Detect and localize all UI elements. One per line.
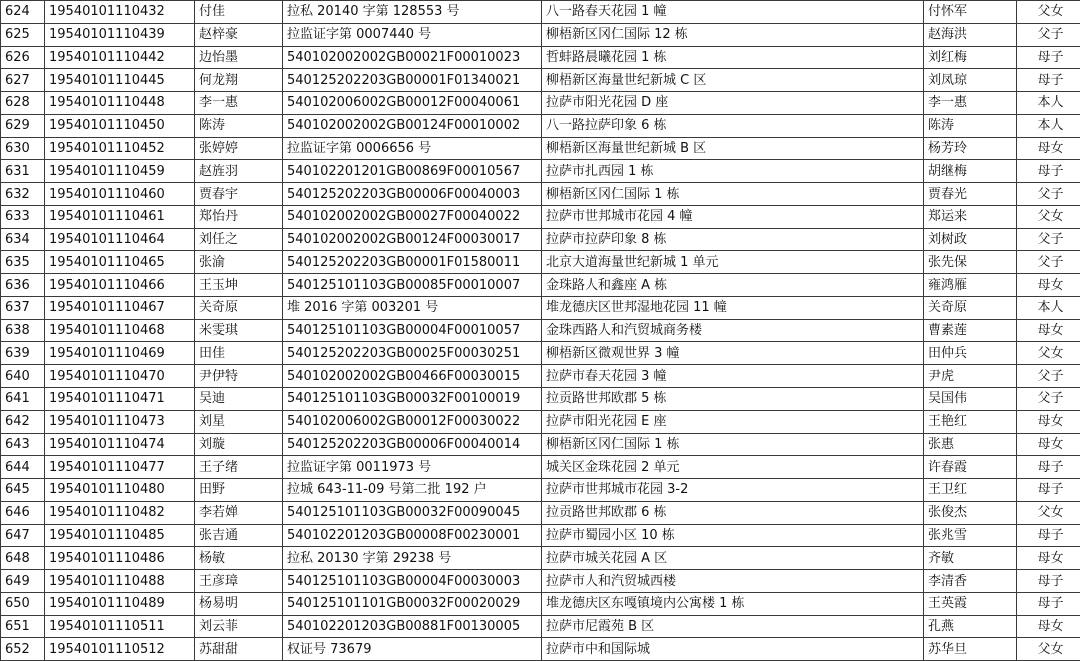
cell-name: 米雯琪 (195, 319, 283, 342)
cell-id: 19540101110464 (45, 228, 195, 251)
cell-address: 拉萨市扎西园 1 栋 (542, 160, 924, 183)
cell-seq: 624 (1, 1, 45, 24)
cell-owner: 王艳红 (924, 410, 1017, 433)
table-row (1, 46, 1080, 69)
cell-certificate: 拉监证字第 0007440 号 (283, 23, 542, 46)
table-body (1, 1, 1080, 661)
cell-address: 八一路拉萨印象 6 栋 (542, 114, 924, 137)
table-row (1, 274, 1080, 297)
cell-seq: 626 (1, 46, 45, 69)
cell-relation: 本人 (1017, 296, 1080, 319)
cell-id: 19540101110466 (45, 274, 195, 297)
cell-relation: 母子 (1017, 524, 1080, 547)
cell-owner: 张先保 (924, 251, 1017, 274)
cell-name: 田野 (195, 479, 283, 502)
cell-seq: 642 (1, 410, 45, 433)
cell-name: 赵旌羽 (195, 160, 283, 183)
cell-owner: 赵海洪 (924, 23, 1017, 46)
cell-id: 19540101110461 (45, 205, 195, 228)
cell-relation: 父女 (1017, 205, 1080, 228)
cell-id: 19540101110486 (45, 547, 195, 570)
cell-relation: 母子 (1017, 46, 1080, 69)
cell-certificate: 540125202203GB00006F00040003 (283, 183, 542, 206)
cell-seq: 628 (1, 92, 45, 115)
cell-id: 19540101110442 (45, 46, 195, 69)
cell-name: 郑怡丹 (195, 205, 283, 228)
cell-id: 19540101110467 (45, 296, 195, 319)
cell-seq: 643 (1, 433, 45, 456)
cell-certificate: 540102201203GB00881F00130005 (283, 615, 542, 638)
table-row (1, 137, 1080, 160)
cell-owner: 苏华旦 (924, 638, 1017, 661)
table-row (1, 205, 1080, 228)
table-row (1, 1, 1080, 24)
cell-name: 刘云菲 (195, 615, 283, 638)
cell-seq: 634 (1, 228, 45, 251)
table-row (1, 479, 1080, 502)
table-row (1, 319, 1080, 342)
cell-name: 刘任之 (195, 228, 283, 251)
cell-address: 堆龙德庆区东嘎镇境内公寓楼 1 栋 (542, 592, 924, 615)
cell-address: 拉萨市尼霞苑 B 区 (542, 615, 924, 638)
cell-owner: 张俊杰 (924, 501, 1017, 524)
cell-relation: 父子 (1017, 23, 1080, 46)
table-row (1, 501, 1080, 524)
cell-certificate: 拉监证字第 0006656 号 (283, 137, 542, 160)
cell-seq: 630 (1, 137, 45, 160)
cell-name: 赵梓豪 (195, 23, 283, 46)
cell-certificate: 540125101103GB00032F00090045 (283, 501, 542, 524)
table-row (1, 69, 1080, 92)
cell-owner: 贾春光 (924, 183, 1017, 206)
cell-certificate: 540102002002GB00124F00010002 (283, 114, 542, 137)
cell-seq: 633 (1, 205, 45, 228)
cell-address: 拉贡路世邦欧郡 6 栋 (542, 501, 924, 524)
cell-seq: 629 (1, 114, 45, 137)
cell-name: 王彦璋 (195, 570, 283, 593)
cell-seq: 644 (1, 456, 45, 479)
cell-owner: 胡继梅 (924, 160, 1017, 183)
cell-relation: 父子 (1017, 183, 1080, 206)
cell-relation: 父女 (1017, 1, 1080, 24)
cell-relation: 母女 (1017, 615, 1080, 638)
cell-owner: 付怀军 (924, 1, 1017, 24)
cell-id: 19540101110469 (45, 342, 195, 365)
cell-certificate: 拉城 643-11-09 号第二批 192 户 (283, 479, 542, 502)
table-row (1, 251, 1080, 274)
cell-address: 北京大道海量世纪新城 1 单元 (542, 251, 924, 274)
cell-certificate: 540102002002GB00124F00030017 (283, 228, 542, 251)
cell-id: 19540101110512 (45, 638, 195, 661)
cell-seq: 641 (1, 388, 45, 411)
cell-seq: 639 (1, 342, 45, 365)
cell-id: 19540101110448 (45, 92, 195, 115)
cell-name: 田佳 (195, 342, 283, 365)
cell-certificate: 540125202203GB00025F00030251 (283, 342, 542, 365)
cell-seq: 631 (1, 160, 45, 183)
cell-certificate: 权证号 73679 (283, 638, 542, 661)
cell-certificate: 拉私 20130 字第 29238 号 (283, 547, 542, 570)
cell-name: 何龙翔 (195, 69, 283, 92)
cell-owner: 王卫红 (924, 479, 1017, 502)
cell-name: 苏甜甜 (195, 638, 283, 661)
cell-address: 拉萨市人和汽贸城西楼 (542, 570, 924, 593)
table-row (1, 456, 1080, 479)
cell-name: 张吉通 (195, 524, 283, 547)
cell-id: 19540101110474 (45, 433, 195, 456)
cell-owner: 许春霞 (924, 456, 1017, 479)
cell-name: 王玉坤 (195, 274, 283, 297)
cell-address: 拉萨市世邦城市花园 4 幢 (542, 205, 924, 228)
table-row (1, 23, 1080, 46)
cell-certificate: 540102002002GB00021F00010023 (283, 46, 542, 69)
cell-certificate: 540102201203GB00008F00230001 (283, 524, 542, 547)
cell-address: 拉萨市春天花园 3 幢 (542, 365, 924, 388)
cell-seq: 651 (1, 615, 45, 638)
cell-owner: 田仲兵 (924, 342, 1017, 365)
table-row (1, 160, 1080, 183)
table-row (1, 296, 1080, 319)
cell-seq: 647 (1, 524, 45, 547)
cell-address: 柳梧新区冈仁国际 12 栋 (542, 23, 924, 46)
cell-certificate: 540102201201GB00869F00010567 (283, 160, 542, 183)
cell-certificate: 540102006002GB00012F00030022 (283, 410, 542, 433)
cell-owner: 李一惠 (924, 92, 1017, 115)
cell-owner: 雍鸿雁 (924, 274, 1017, 297)
table-row (1, 228, 1080, 251)
table-row (1, 183, 1080, 206)
cell-id: 19540101110485 (45, 524, 195, 547)
table-row (1, 592, 1080, 615)
table-row (1, 570, 1080, 593)
cell-certificate: 540102006002GB00012F00040061 (283, 92, 542, 115)
cell-id: 19540101110482 (45, 501, 195, 524)
cell-owner: 郑运来 (924, 205, 1017, 228)
cell-id: 19540101110465 (45, 251, 195, 274)
cell-name: 杨易明 (195, 592, 283, 615)
cell-address: 哲蚌路晨曦花园 1 栋 (542, 46, 924, 69)
cell-certificate: 540125101103GB00032F00100019 (283, 388, 542, 411)
table-row (1, 547, 1080, 570)
cell-address: 柳梧新区海量世纪新城 C 区 (542, 69, 924, 92)
cell-relation: 母子 (1017, 570, 1080, 593)
cell-name: 刘星 (195, 410, 283, 433)
cell-seq: 632 (1, 183, 45, 206)
cell-relation: 母女 (1017, 547, 1080, 570)
cell-seq: 649 (1, 570, 45, 593)
table-row (1, 342, 1080, 365)
cell-certificate: 540125101103GB00085F00010007 (283, 274, 542, 297)
cell-owner: 杨芳玲 (924, 137, 1017, 160)
cell-id: 19540101110439 (45, 23, 195, 46)
cell-name: 陈涛 (195, 114, 283, 137)
cell-relation: 母子 (1017, 592, 1080, 615)
cell-relation: 母女 (1017, 319, 1080, 342)
cell-name: 贾春宇 (195, 183, 283, 206)
cell-owner: 陈涛 (924, 114, 1017, 137)
cell-certificate: 堆 2016 字第 003201 号 (283, 296, 542, 319)
cell-relation: 母子 (1017, 69, 1080, 92)
cell-certificate: 540102002002GB00466F00030015 (283, 365, 542, 388)
cell-address: 堆龙德庆区世邦湿地花园 11 幢 (542, 296, 924, 319)
cell-certificate: 540125101103GB00004F00010057 (283, 319, 542, 342)
cell-certificate: 拉监证字第 0011973 号 (283, 456, 542, 479)
cell-owner: 张兆雪 (924, 524, 1017, 547)
cell-address: 拉萨市蜀园小区 10 栋 (542, 524, 924, 547)
cell-address: 柳梧新区海量世纪新城 B 区 (542, 137, 924, 160)
cell-certificate: 540102002002GB00027F00040022 (283, 205, 542, 228)
cell-id: 19540101110452 (45, 137, 195, 160)
cell-address: 柳梧新区冈仁国际 1 栋 (542, 433, 924, 456)
cell-relation: 本人 (1017, 92, 1080, 115)
cell-relation: 母女 (1017, 410, 1080, 433)
cell-id: 19540101110432 (45, 1, 195, 24)
cell-relation: 母子 (1017, 479, 1080, 502)
cell-name: 王子绪 (195, 456, 283, 479)
table-row (1, 92, 1080, 115)
cell-name: 关奇原 (195, 296, 283, 319)
cell-owner: 齐敏 (924, 547, 1017, 570)
cell-relation: 母子 (1017, 160, 1080, 183)
cell-id: 19540101110471 (45, 388, 195, 411)
cell-name: 李一惠 (195, 92, 283, 115)
cell-address: 八一路春天花园 1 幢 (542, 1, 924, 24)
cell-address: 拉萨市城关花园 A 区 (542, 547, 924, 570)
cell-relation: 父子 (1017, 388, 1080, 411)
cell-address: 拉萨市拉萨印象 8 栋 (542, 228, 924, 251)
cell-owner: 曹素莲 (924, 319, 1017, 342)
cell-certificate: 540125202203GB00006F00040014 (283, 433, 542, 456)
cell-owner: 王英霞 (924, 592, 1017, 615)
cell-seq: 648 (1, 547, 45, 570)
cell-certificate: 540125101103GB00004F00030003 (283, 570, 542, 593)
cell-owner: 孔燕 (924, 615, 1017, 638)
cell-address: 城关区金珠花园 2 单元 (542, 456, 924, 479)
cell-id: 19540101110473 (45, 410, 195, 433)
cell-id: 19540101110511 (45, 615, 195, 638)
cell-seq: 635 (1, 251, 45, 274)
cell-seq: 627 (1, 69, 45, 92)
cell-address: 拉贡路世邦欧郡 5 栋 (542, 388, 924, 411)
cell-relation: 父子 (1017, 251, 1080, 274)
cell-address: 金珠西路人和汽贸城商务楼 (542, 319, 924, 342)
cell-seq: 636 (1, 274, 45, 297)
cell-id: 19540101110477 (45, 456, 195, 479)
cell-owner: 刘树政 (924, 228, 1017, 251)
cell-id: 19540101110450 (45, 114, 195, 137)
cell-certificate: 540125101101GB00032F00020029 (283, 592, 542, 615)
table-row (1, 433, 1080, 456)
cell-certificate: 540125202203GB00001F01340021 (283, 69, 542, 92)
cell-owner: 尹虎 (924, 365, 1017, 388)
cell-owner: 吴国伟 (924, 388, 1017, 411)
table-row (1, 615, 1080, 638)
cell-seq: 646 (1, 501, 45, 524)
cell-name: 张婷婷 (195, 137, 283, 160)
table-row (1, 524, 1080, 547)
cell-name: 李若婵 (195, 501, 283, 524)
cell-relation: 父女 (1017, 342, 1080, 365)
table-row (1, 114, 1080, 137)
cell-id: 19540101110468 (45, 319, 195, 342)
cell-relation: 母子 (1017, 456, 1080, 479)
cell-id: 19540101110459 (45, 160, 195, 183)
cell-relation: 母女 (1017, 137, 1080, 160)
cell-relation: 父子 (1017, 228, 1080, 251)
cell-name: 尹伊特 (195, 365, 283, 388)
cell-address: 柳梧新区微观世界 3 幢 (542, 342, 924, 365)
table-row (1, 388, 1080, 411)
cell-relation: 父女 (1017, 501, 1080, 524)
cell-name: 吴迪 (195, 388, 283, 411)
table-row (1, 638, 1080, 661)
cell-certificate: 540125202203GB00001F01580011 (283, 251, 542, 274)
cell-seq: 640 (1, 365, 45, 388)
cell-certificate: 拉私 20140 字第 128553 号 (283, 1, 542, 24)
cell-relation: 父子 (1017, 365, 1080, 388)
cell-address: 拉萨市世邦城市花园 3-2 (542, 479, 924, 502)
cell-relation: 父女 (1017, 638, 1080, 661)
cell-owner: 李清香 (924, 570, 1017, 593)
cell-seq: 652 (1, 638, 45, 661)
cell-id: 19540101110480 (45, 479, 195, 502)
cell-seq: 650 (1, 592, 45, 615)
table-row (1, 410, 1080, 433)
cell-seq: 637 (1, 296, 45, 319)
cell-address: 拉萨市阳光花园 D 座 (542, 92, 924, 115)
cell-seq: 625 (1, 23, 45, 46)
cell-relation: 母女 (1017, 433, 1080, 456)
cell-name: 刘璇 (195, 433, 283, 456)
cell-address: 柳梧新区冈仁国际 1 栋 (542, 183, 924, 206)
cell-id: 19540101110488 (45, 570, 195, 593)
cell-id: 19540101110489 (45, 592, 195, 615)
cell-name: 边怡墨 (195, 46, 283, 69)
cell-relation: 本人 (1017, 114, 1080, 137)
cell-address: 拉萨市中和国际城 (542, 638, 924, 661)
cell-id: 19540101110460 (45, 183, 195, 206)
cell-address: 拉萨市阳光花园 E 座 (542, 410, 924, 433)
cell-name: 杨敏 (195, 547, 283, 570)
cell-seq: 645 (1, 479, 45, 502)
cell-name: 付佳 (195, 1, 283, 24)
cell-seq: 638 (1, 319, 45, 342)
cell-id: 19540101110470 (45, 365, 195, 388)
cell-owner: 关奇原 (924, 296, 1017, 319)
cell-id: 19540101110445 (45, 69, 195, 92)
cell-owner: 刘凤琼 (924, 69, 1017, 92)
cell-owner: 刘红梅 (924, 46, 1017, 69)
cell-relation: 母女 (1017, 274, 1080, 297)
table-row (1, 365, 1080, 388)
cell-address: 金珠路人和鑫座 A 栋 (542, 274, 924, 297)
cell-name: 张渝 (195, 251, 283, 274)
cell-owner: 张惠 (924, 433, 1017, 456)
